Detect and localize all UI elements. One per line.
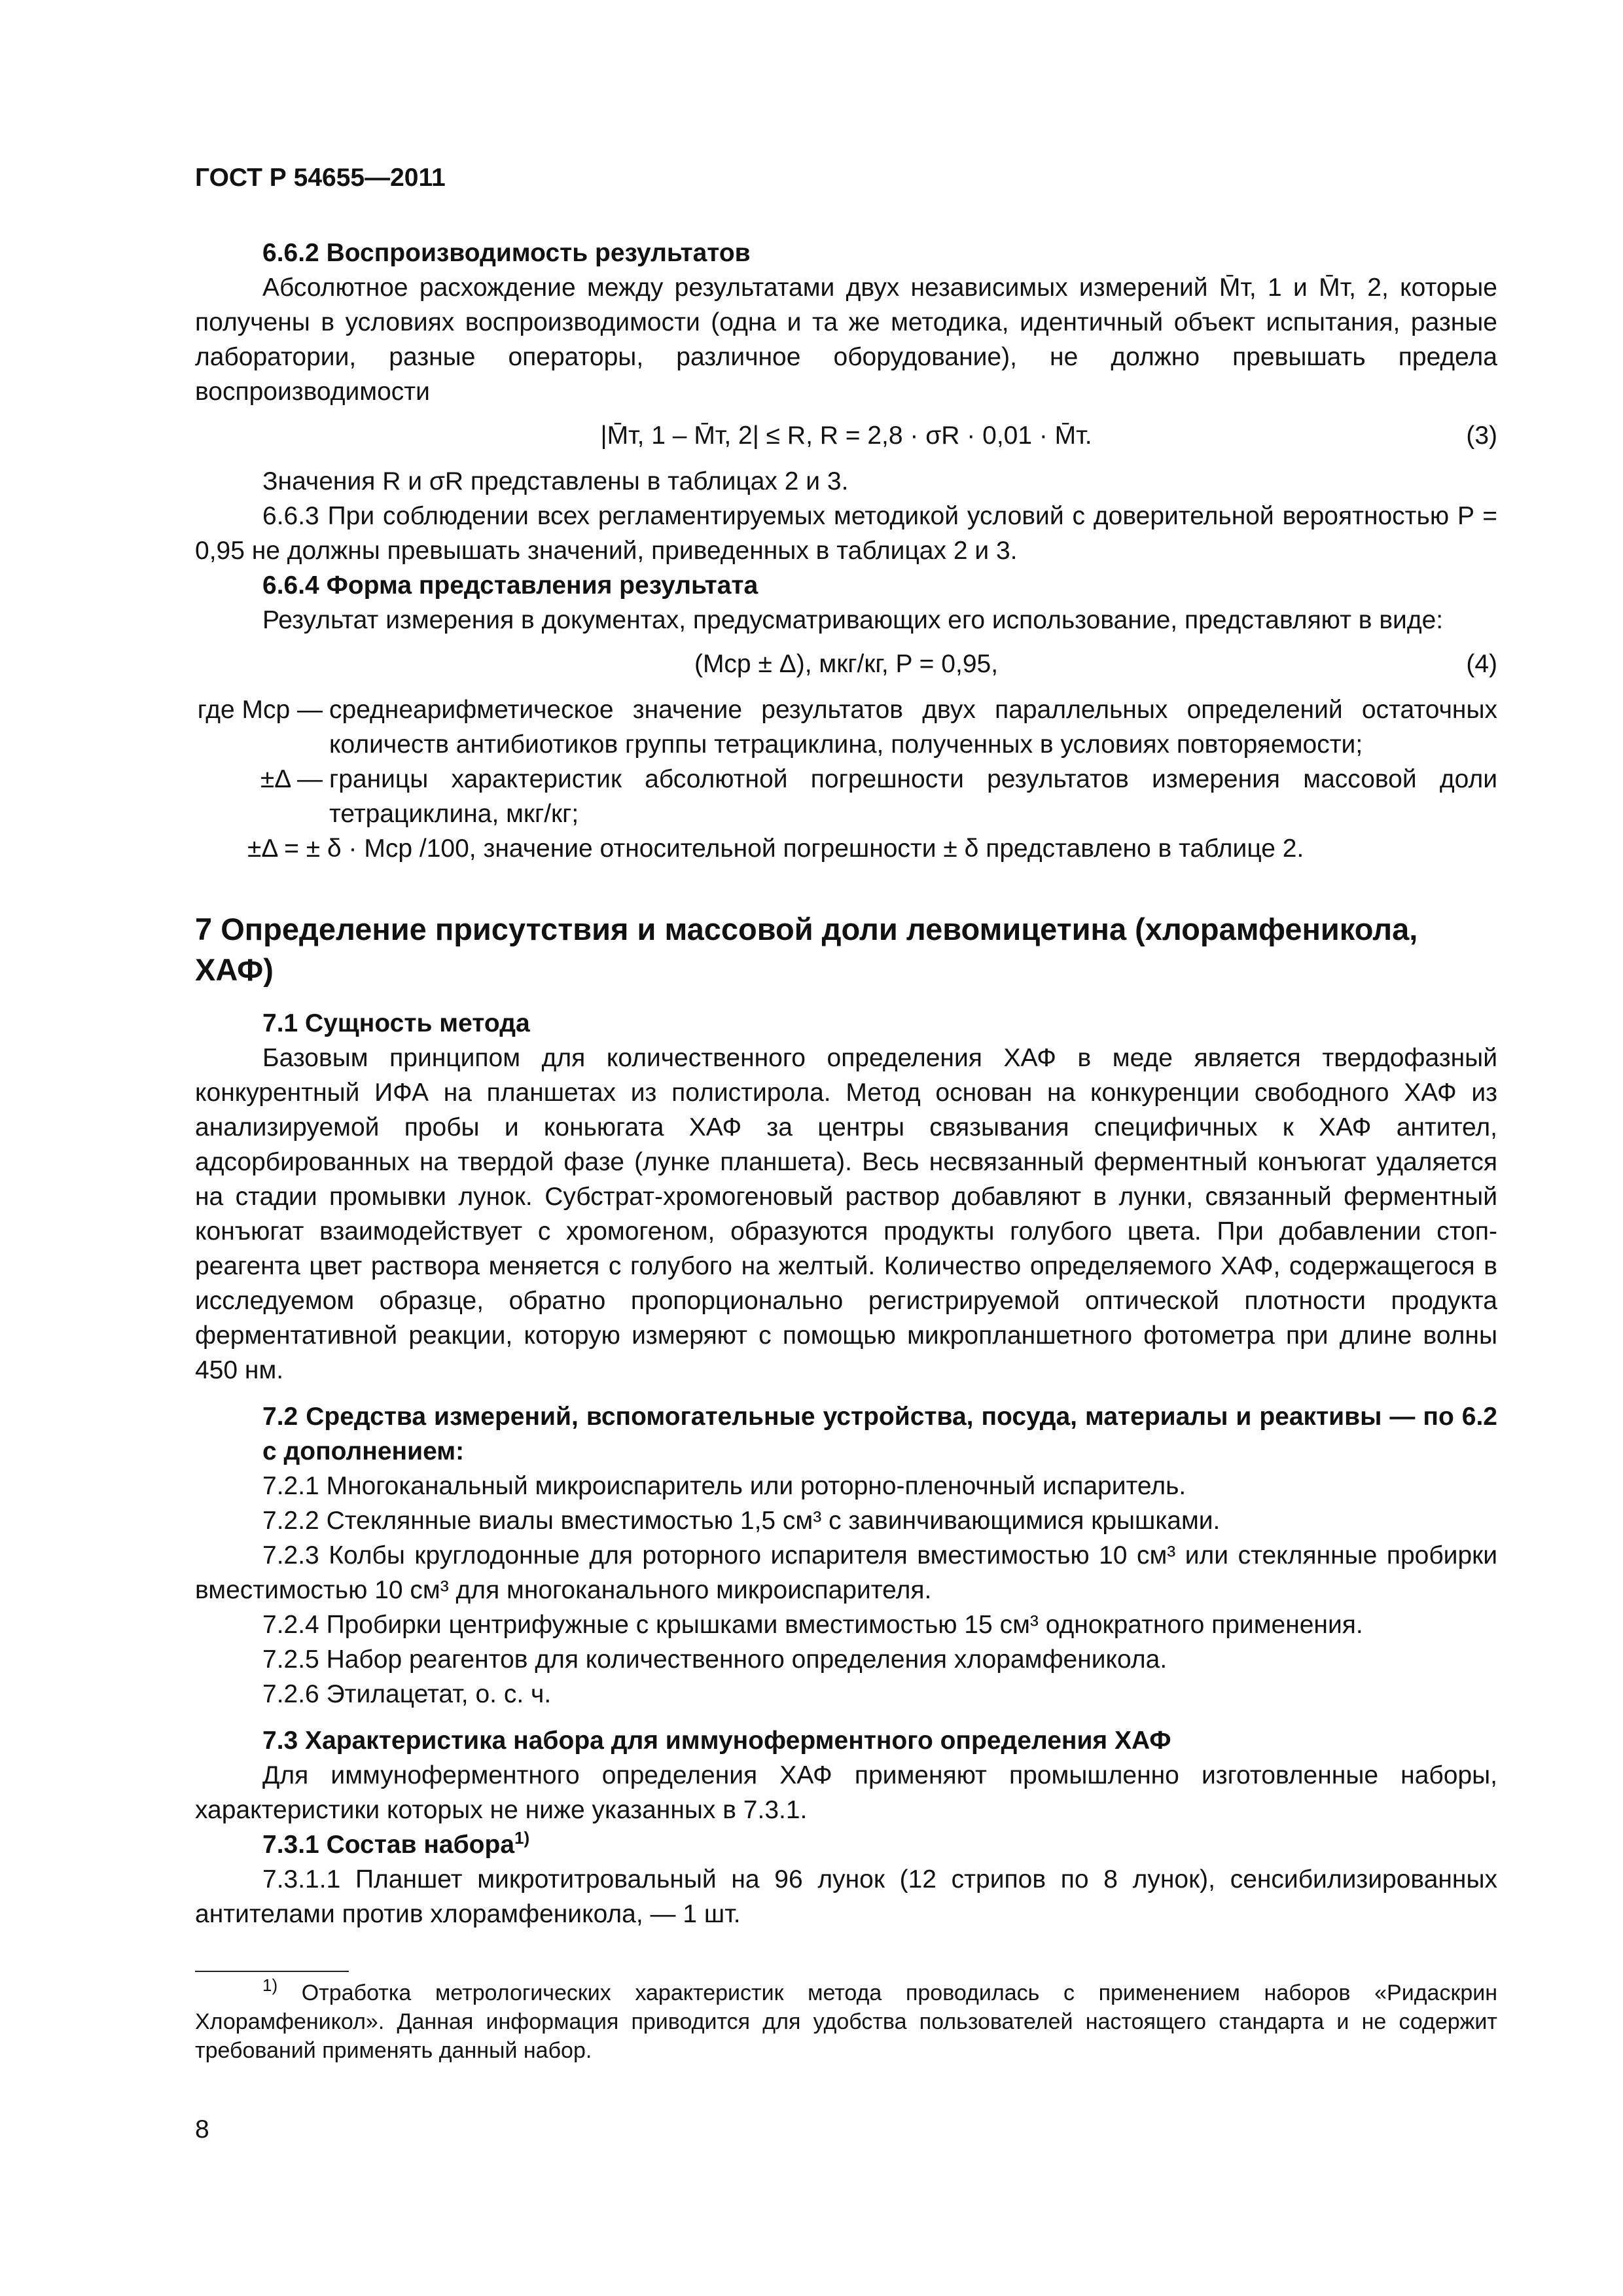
paragraph-6-6-3: 6.6.3 При соблюдении всех регламентируемых методикой условий с доверительной вероятностью P = 0,95 не должны превышать значений, приведенных в таблицах 2 и 3. (195, 502, 1497, 565)
heading-6-6-4: 6.6.4 Форма представления результата (262, 571, 758, 600)
footnote-reference[interactable]: 1) (514, 1828, 530, 1848)
heading-7-2: 7.2 Средства измерений, вспомогательные устройства, посуда, материалы и реактивы — по 6.2 с дополнением: (262, 1403, 1497, 1465)
definition-delta-formula: ±Δ = ± δ · Mср /100, значение относительной погрешности ± δ представлено в таблице 2. (247, 834, 1304, 863)
heading-7-3: 7.3 Характеристика набора для иммуноферментного определения ХАФ (262, 1727, 1171, 1755)
heading-6-6-2: 6.6.2 Воспроизводимость результатов (262, 239, 751, 267)
paragraph-7-1: Базовым принципом для количественного определения ХАФ в меде является твердофазный конкурентный ИФА на планшетах из полистирола. Метод основан на конкуренции свободного ХАФ из анализируемой пробы и коньюгата ХАФ за центры связывания специфичных к ХАФ антител, адсорбированных на твердой фазе (лунке планшета). Весь несвязанный ферментный конъюгат удаляется на стадии промывки лунок. Субстрат-хромогеновый раствор добавляют в лунки, связанный ферментный конъюгат взаимодействует с хромогеном, образуются продукты голубого цвета. При добавлении стоп-реагента цвет раствора меняется с голубого на желтый. Количество определяемого ХАФ, содержащегося в исследуемом образце, обратно пропорционально регистрируемой оптической плотности продукта ферментативной реакции, которую измеряют с помощью микропланшетного фотометра при длине волны 450 нм. (195, 1044, 1497, 1384)
footnote-divider (195, 1971, 349, 1972)
list-item-7-2-2: 7.2.2 Стеклянные виалы вместимостью 1,5 см³ с завинчивающимися крышками. (262, 1507, 1221, 1535)
definition-text: границы характеристик абсолютной погрешности результатов измерения массовой доли тетрациклина, мкг/кг; (329, 765, 1497, 828)
formula-3 (195, 414, 1497, 460)
footnote-text: Отработка метрологических характеристик метода проводилась с применением наборов «Ридаскрин Хлорамфеникол». Данная информация приводится для удобства пользователей настоящего стандарта и не содержит требований применять данный набор. (195, 1981, 1497, 2063)
list-item-7-2-6: 7.2.6 Этилацетат, о. с. ч. (262, 1680, 552, 1708)
definition-text: среднеарифметическое значение результатов двух параллельных определений остаточных количеств антибиотиков группы тетрациклина, полученных в условиях повторяемости; (329, 696, 1497, 759)
formula-4-number: (4) (1466, 650, 1497, 678)
footnote (195, 1975, 1497, 2065)
note-r-sigma: Значения R и σR представлены в таблицах 2 и 3. (262, 467, 849, 495)
page-number: 8 (195, 2115, 209, 2144)
formula-3-expression: |M̄т, 1 – M̄т, 2| ≤ R, R = 2,8 · σR · 0,01 · M̄т. (600, 422, 1092, 450)
definition-term: где Mср — (197, 696, 323, 724)
paragraph-7-3-1-1: 7.3.1.1 Планшет микротитровальный на 96 лунок (12 стрипов по 8 лунок), сенсибилизированных антителами против хлорамфеникола, — 1 шт. (195, 1865, 1497, 1928)
paragraph-7-3: Для иммуноферментного определения ХАФ применяют промышленно изготовленные наборы, характеристики которых не ниже указанных в 7.3.1. (195, 1761, 1497, 1824)
list-item-7-2-4: 7.2.4 Пробирки центрифужные с крышками вместимостью 15 см³ однократного применения. (262, 1611, 1363, 1639)
document-body (195, 236, 1497, 2065)
formula-4 (195, 643, 1497, 689)
formula-4-expression: (Mср ± Δ), мкг/кг, P = 0,95, (694, 650, 999, 678)
definition-item (195, 762, 1497, 831)
footnote-mark: 1) (262, 1975, 278, 1995)
paragraph-6-6-2: Абсолютное расхождение между результатами двух независимых измерений M̄т, 1 и M̄т, 2, которые получены в условиях воспроизводимости (одна и та же методика, идентичный объект испытания, разные лаборатории, разные операторы, различное оборудование), не должно превышать предела воспроизводимости (195, 274, 1497, 406)
paragraph-6-6-4: Результат измерения в документах, предусматривающих его использование, представляют в виде: (262, 606, 1444, 634)
definitions-list (195, 692, 1497, 866)
heading-7-3-1-text: 7.3.1 Состав набора (262, 1831, 515, 1859)
definition-item (195, 692, 1497, 762)
definition-term: ±Δ — (260, 765, 323, 793)
section-7-title: 7 Определение присутствия и массовой доли левомицетина (хлорамфеникола, ХАФ) (195, 912, 1418, 987)
list-item-7-2-3: 7.2.3 Колбы круглодонные для роторного испарителя вместимостью 10 см³ или стеклянные пробирки вместимостью 10 см³ для многоканального микроиспарителя. (195, 1541, 1497, 1604)
document-header: ГОСТ Р 54655—2011 (195, 164, 446, 192)
heading-7-3-1 (195, 1827, 1497, 1862)
list-item-7-2-1: 7.2.1 Многоканальный микроиспаритель или роторно-пленочный испаритель. (262, 1472, 1186, 1500)
formula-3-number: (3) (1466, 422, 1497, 450)
heading-7-1: 7.1 Сущность метода (262, 1009, 530, 1037)
list-item-7-2-5: 7.2.5 Набор реагентов для количественного определения хлорамфеникола. (262, 1645, 1168, 1674)
